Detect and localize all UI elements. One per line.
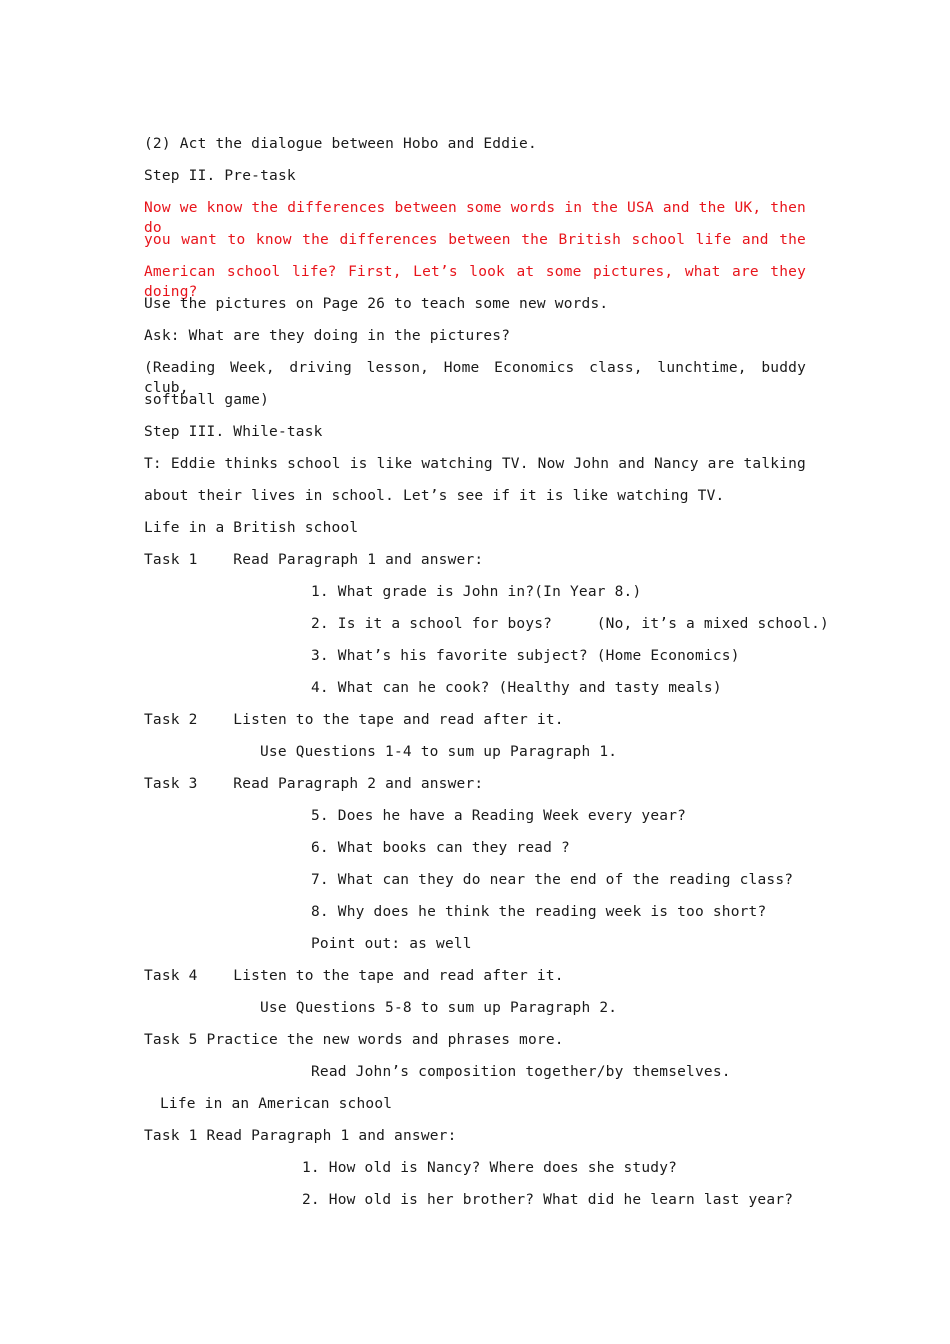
british-school-heading: Life in a British school bbox=[144, 520, 359, 536]
point-out-line: Point out: as well bbox=[311, 936, 472, 952]
step-3-heading: Step III. While-task bbox=[144, 424, 323, 440]
task-2-line: Task 2 Listen to the tape and read after it. bbox=[144, 712, 564, 728]
step-2-heading: Step II. Pre-task bbox=[144, 168, 296, 184]
american-task-1-line: Task 1 Read Paragraph 1 and answer: bbox=[144, 1128, 457, 1144]
activities-line-1: (Reading Week, driving lesson, Home Economics class, lunchtime, buddy club, bbox=[144, 360, 806, 396]
teacher-line-2: about their lives in school. Let’s see if it is like watching TV. bbox=[144, 488, 725, 504]
american-question-2: 2. How old is her brother? What did he learn last year? bbox=[302, 1192, 794, 1208]
question-4: 4. What can he cook? (Healthy and tasty meals) bbox=[311, 680, 722, 696]
red-intro-line-1: Now we know the differences between some words in the USA and the UK, then do bbox=[144, 200, 806, 236]
question-3: 3. What’s his favorite subject? (Home Economics) bbox=[311, 648, 740, 664]
ask-line: Ask: What are they doing in the pictures? bbox=[144, 328, 511, 344]
red-intro-line-3: American school life? First, Let’s look at some pictures, what are they doing? bbox=[144, 264, 806, 300]
american-question-1: 1. How old is Nancy? Where does she study? bbox=[302, 1160, 678, 1176]
act-dialogue-line: (2) Act the dialogue between Hobo and Eddie. bbox=[144, 136, 537, 152]
read-composition-line: Read John’s composition together/by themselves. bbox=[311, 1064, 731, 1080]
question-2: 2. Is it a school for boys? (No, it’s a mixed school.) bbox=[311, 616, 829, 632]
sum-up-1-line: Use Questions 1-4 to sum up Paragraph 1. bbox=[260, 744, 618, 760]
red-intro-line-2: you want to know the differences between the British school life and the bbox=[144, 232, 806, 248]
question-5: 5. Does he have a Reading Week every year? bbox=[311, 808, 687, 824]
use-pictures-line: Use the pictures on Page 26 to teach some new words. bbox=[144, 296, 609, 312]
question-7: 7. What can they do near the end of the reading class? bbox=[311, 872, 794, 888]
question-1: 1. What grade is John in?(In Year 8.) bbox=[311, 584, 642, 600]
teacher-line-1: T: Eddie thinks school is like watching TV. Now John and Nancy are talking bbox=[144, 456, 806, 472]
task-3-line: Task 3 Read Paragraph 2 and answer: bbox=[144, 776, 484, 792]
task-4-line: Task 4 Listen to the tape and read after it. bbox=[144, 968, 564, 984]
american-school-heading: Life in an American school bbox=[160, 1096, 393, 1112]
question-8: 8. Why does he think the reading week is too short? bbox=[311, 904, 767, 920]
question-6: 6. What books can they read ? bbox=[311, 840, 570, 856]
sum-up-2-line: Use Questions 5-8 to sum up Paragraph 2. bbox=[260, 1000, 618, 1016]
task-5-line: Task 5 Practice the new words and phrases more. bbox=[144, 1032, 564, 1048]
activities-line-2: softball game) bbox=[144, 392, 270, 408]
task-1-line: Task 1 Read Paragraph 1 and answer: bbox=[144, 552, 484, 568]
